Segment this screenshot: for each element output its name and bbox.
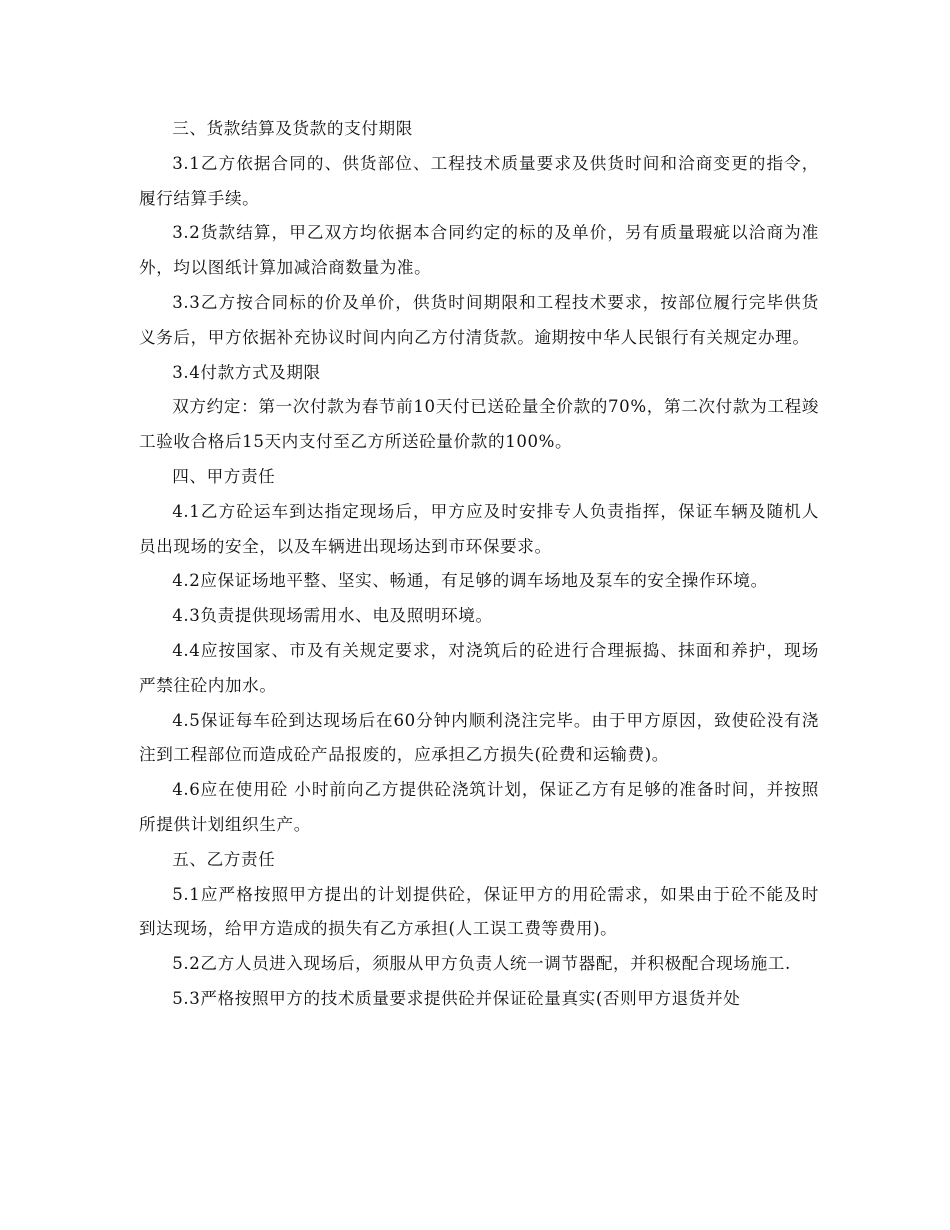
payment-agreement: 双方约定：第一次付款为春节前10天付已送砼量全价款的70%，第二次付款为工程竣工验收合格后15天内支付至乙方所送砼量价款的100%。 <box>139 397 819 452</box>
document-body <box>139 112 819 1017</box>
clause-3-2: 3.2货款结算，甲乙双方均依据本合同约定的标的及单价，另有质量瑕疵以洽商为准外，均以图纸计算加减洽商数量为准。 <box>139 223 819 278</box>
clause-4-1: 4.1乙方砼运车到达指定现场后，甲方应及时安排专人负责指挥，保证车辆及随机人员出现场的安全，以及车辆进出现场达到市环保要求。 <box>139 501 819 556</box>
clause-4-2: 4.2应保证场地平整、坚实、畅通，有足够的调车场地及泵车的安全操作环境。 <box>172 571 768 591</box>
section-heading-party-a: 四、甲方责任 <box>172 466 276 486</box>
clause-5-3: 5.3严格按照甲方的技术质量要求提供砼并保证砼量真实(否则甲方退货并处 <box>172 988 741 1008</box>
clause-4-4: 4.4应按国家、市及有关规定要求，对浇筑后的砼进行合理振捣、抹面和养护，现场严禁往砼内加水。 <box>139 640 819 695</box>
clause-3-1: 3.1乙方依据合同的、供货部位、工程技术质量要求及供货时间和洽商变更的指令，履行结算手续。 <box>139 153 819 208</box>
clause-5-2: 5.2乙方人员进入现场后，须服从甲方负责人统一调节器配，并积极配合现场施工. <box>172 954 791 974</box>
clause-5-1: 5.1应严格按照甲方提出的计划提供砼，保证甲方的用砼需求，如果由于砼不能及时到达现场，给甲方造成的损失有乙方承担(人工误工费等费用)。 <box>139 884 819 939</box>
section-heading-party-b: 五、乙方责任 <box>172 849 276 869</box>
clause-3-4: 3.4付款方式及期限 <box>172 362 321 382</box>
clause-4-5: 4.5保证每车砼到达现场后在60分钟内顺利浇注完毕。由于甲方原因，致使砼没有浇注到工程部位而造成砼产品报废的，应承担乙方损失(砼费和运输费)。 <box>139 710 819 765</box>
clause-3-3: 3.3乙方按合同标的价及单价，供货时间期限和工程技术要求，按部位履行完毕供货义务后，甲方依据补充协议时间内向乙方付清货款。逾期按中华人民银行有关规定办理。 <box>139 292 819 347</box>
section-heading-payment: 三、货款结算及货款的支付期限 <box>172 119 413 138</box>
clause-4-6: 4.6应在使用砼 小时前向乙方提供砼浇筑计划，保证乙方有足够的准备时间，并按照所提供计划组织生产。 <box>139 780 819 834</box>
clause-4-3: 4.3负责提供现场需用水、电及照明环境。 <box>172 606 493 626</box>
